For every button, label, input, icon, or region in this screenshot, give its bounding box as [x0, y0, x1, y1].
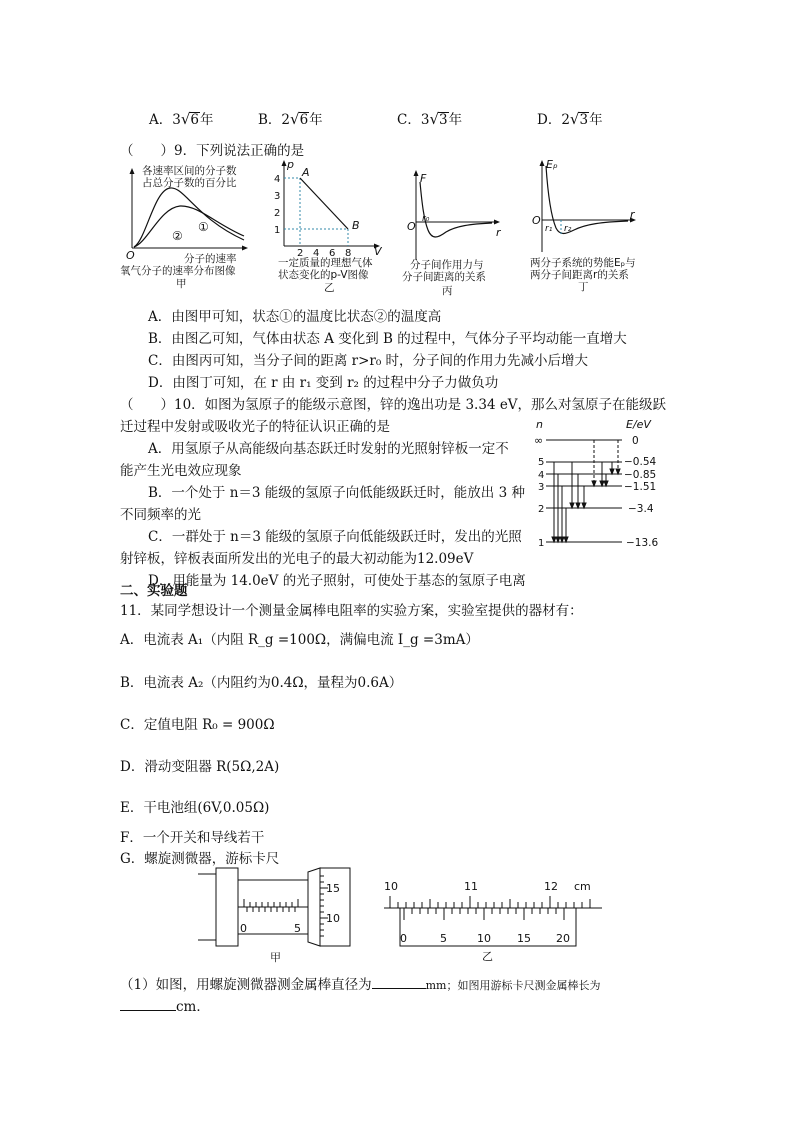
yi-ytick: 1 — [274, 225, 281, 236]
yi-xtick: 6 — [329, 248, 336, 259]
ding-origin: O — [532, 214, 541, 227]
level-energy: −3.4 — [628, 503, 654, 515]
vernier-tick: 0 — [400, 932, 407, 945]
jia-origin: O — [126, 249, 135, 262]
ding-r2: r₂ — [564, 224, 572, 234]
jia-curve-2: ② — [172, 229, 183, 243]
thimble-tick: 15 — [326, 882, 340, 895]
jia-tag: 甲 — [176, 278, 187, 290]
caliper-main-tick: 10 — [384, 880, 398, 893]
q10-stem-2: 迁过程中发射或吸收光子的特征认识正确的是 — [120, 419, 390, 435]
yi-xtick: 4 — [313, 248, 320, 259]
level-n: 3 — [538, 482, 545, 493]
q8-option-b: B．2√6年 — [258, 110, 323, 128]
vernier-tick: 20 — [556, 932, 570, 945]
q11-part1-line1: （1）如图，用螺旋测微器测金属棒直径为 mm；如图用游标卡尺测金属棒长为 — [120, 977, 601, 993]
q11-part1-line2: cm． — [120, 995, 210, 1015]
q11-intro: 11．某同学想设计一个测量金属棒电阻率的实验方案，实验室提供的器材有： — [120, 603, 583, 619]
bing-caption-2: 分子间距离的关系 — [402, 271, 486, 283]
level-energy: −0.85 — [624, 469, 657, 481]
level-n: ∞ — [534, 434, 544, 447]
q10-option-b-2: 不同频率的光 — [120, 507, 201, 523]
jia-caption: 氧气分子的速率分布图像 — [120, 265, 236, 277]
energy-level-diagram — [532, 418, 672, 550]
micrometer-tag: 甲 — [270, 951, 281, 964]
q8-option-d: D．2√3年 — [537, 110, 603, 128]
figure-yi — [268, 158, 388, 293]
bing-tag: 丙 — [442, 285, 453, 297]
yi-ytick: 2 — [274, 208, 281, 219]
q10-option-c-1: C．一群处于 n＝3 能级的氢原子向低能级跃迁时，发出的光照 — [148, 529, 522, 545]
bing-origin: O — [407, 220, 416, 233]
q10-option-a-1: A．用氢原子从高能级向基态跃迁时发射的光照射锌板一定不 — [148, 441, 509, 457]
yi-tag: 乙 — [324, 282, 335, 294]
q11-option-b: B．电流表 A₂（内阻约为0.4Ω，量程为0.6A） — [120, 675, 403, 691]
caliper-main-tick: 11 — [464, 880, 478, 893]
caliper-figure — [378, 876, 608, 962]
answer-blank-diameter[interactable] — [372, 976, 426, 989]
bing-caption-1: 分子间作用力与 — [410, 259, 484, 271]
bing-r: r — [496, 226, 501, 239]
q11-option-g: G．螺旋测微器，游标卡尺 — [120, 851, 280, 867]
level-energy: 0 — [632, 435, 639, 447]
q9-option-b: B．由图乙可知，气体由状态 A 变化到 B 的过程中，气体分子平均动能一直增大 — [148, 331, 627, 347]
ding-r1: r₁ — [545, 224, 553, 234]
ding-ep: Eₚ — [546, 158, 558, 171]
q11-option-d: D．滑动变阻器 R(5Ω,2A) — [120, 759, 280, 775]
q9-option-a: A．由图甲可知，状态①的温度比状态②的温度高 — [148, 309, 442, 325]
caliper-tag: 乙 — [482, 950, 493, 963]
figure-ding — [526, 156, 656, 291]
jia-xlabel: 分子的速率 — [184, 253, 237, 265]
yi-point-b: B — [352, 219, 360, 232]
q9-option-c: C．由图丙可知，当分子间的距离 r>r₀ 时，分子间的作用力先减小后增大 — [148, 353, 589, 369]
level-energy: −0.54 — [624, 456, 657, 468]
yi-caption-2: 状态变化的p-V图像 — [278, 269, 369, 281]
q8-option-c: C．3√3年 — [397, 110, 463, 128]
level-n: 5 — [538, 457, 545, 468]
yi-ytick: 3 — [274, 191, 281, 202]
q10-option-b-1: B．一个处于 n＝3 能级的氢原子向低能级跃迁时，能放出 3 种 — [148, 485, 525, 501]
q9-stem: （ ）9．下列说法正确的是 — [120, 143, 305, 159]
q11-option-e: E．干电池组(6V,0.05Ω) — [120, 800, 270, 816]
ding-tag: 丁 — [578, 281, 589, 293]
answer-blank-length[interactable] — [120, 998, 176, 1011]
figure-bing — [400, 164, 510, 299]
micrometer-tick: 5 — [294, 922, 301, 935]
q11-option-c: C．定值电阻 R₀ = 900Ω — [120, 717, 275, 733]
vernier-tick: 10 — [477, 932, 491, 945]
caliper-main-tick: 12 — [544, 880, 558, 893]
level-energy: −13.6 — [626, 537, 659, 549]
energy-n-label: n — [536, 418, 543, 431]
level-n: 1 — [538, 538, 545, 549]
yi-p: p — [287, 158, 294, 171]
yi-point-a: A — [302, 166, 310, 179]
yi-xtick: 8 — [345, 248, 352, 259]
jia-ylabel-2: 占总分子数的百分比 — [142, 177, 237, 189]
figure-jia — [118, 160, 258, 290]
yi-xtick: 2 — [297, 248, 304, 259]
jia-curve-1: ① — [198, 220, 209, 234]
q10-option-d: D．用能量为 14.0eV 的光子照射，可使处于基态的氢原子电离 — [148, 573, 526, 589]
energy-unit-label: E/eV — [626, 418, 651, 431]
ding-caption-2: 两分子间距离r的关系 — [530, 269, 629, 281]
yi-ytick: 4 — [274, 174, 281, 185]
q9-option-d: D．由图丁可知，在 r 由 r₁ 变到 r₂ 的过程中分子力做负功 — [148, 375, 499, 391]
caliper-unit: cm — [574, 880, 591, 893]
vernier-tick: 5 — [440, 932, 447, 945]
level-n: 4 — [538, 470, 545, 481]
yi-v: V — [374, 245, 382, 258]
bing-r0: r₀ — [422, 214, 430, 224]
vernier-tick: 15 — [517, 932, 531, 945]
jia-ylabel-1: 各速率区间的分子数 — [142, 165, 237, 177]
section-title: 二、实验题 — [120, 583, 188, 599]
q10-option-c-2: 射锌板，锌板表面所发出的光电子的最大初动能为12.09eV — [120, 551, 474, 567]
bing-f: F — [420, 172, 427, 185]
q11-option-a: A．电流表 A₁（内阻 R_g =100Ω，满偏电流 I_g =3mA） — [120, 632, 479, 648]
q10-stem-1: （ ）10．如图为氢原子的能级示意图，锌的逸出功是 3.34 eV，那么对氢原子在能级跃 — [120, 397, 667, 413]
micrometer-figure — [198, 868, 358, 968]
q10-option-a-2: 能产生光电效应现象 — [120, 463, 242, 479]
q8-option-a: A．3√6年 — [149, 110, 214, 128]
ding-r: r — [630, 208, 635, 221]
micrometer-tick: 0 — [240, 922, 247, 935]
level-n: 2 — [538, 504, 545, 515]
thimble-tick: 10 — [326, 912, 340, 925]
level-energy: −1.51 — [624, 481, 657, 493]
yi-caption-1: 一定质量的理想气体 — [278, 257, 373, 269]
q11-option-f: F．一个开关和导线若干 — [120, 830, 265, 846]
ding-caption-1: 两分子系统的势能Eₚ与 — [530, 257, 636, 269]
